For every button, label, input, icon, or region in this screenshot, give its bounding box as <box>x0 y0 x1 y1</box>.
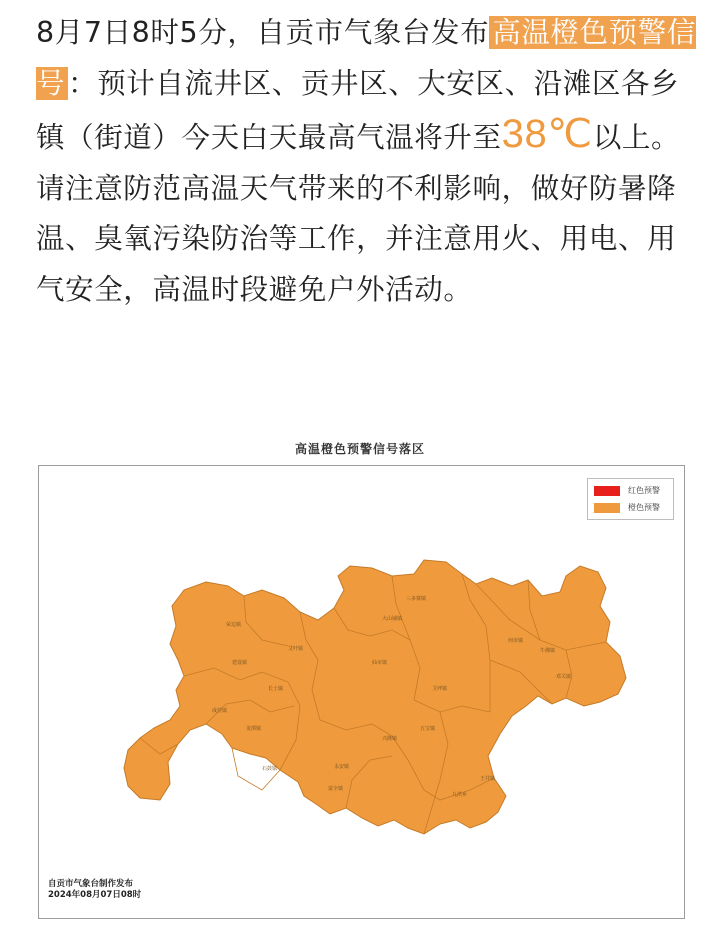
legend-label-orange: 橙色预警 <box>628 503 660 512</box>
place-label: 兴隆镇 <box>382 736 398 742</box>
place-label: 仙市镇 <box>372 660 388 666</box>
legend-label-red: 红色预警 <box>628 486 660 495</box>
temperature-value: 38℃ <box>501 112 593 156</box>
place-label: 王井镇 <box>480 776 496 782</box>
article-part2: ：预计自流井区、贡井区、大安区、沿滩区各乡镇（街道）今天白天最高气温将升至 <box>36 66 680 154</box>
place-label: 大山铺镇 <box>382 616 403 622</box>
place-label: 邓关镇 <box>556 674 572 680</box>
orange-warning-area <box>124 560 626 834</box>
place-label: 龙潭镇 <box>246 726 262 732</box>
warning-highlight: 高温橙色预警信号 <box>36 16 696 100</box>
place-label: 石鼓镇 <box>262 766 278 772</box>
place-label: 艾叶镇 <box>288 646 304 652</box>
legend-swatch-orange <box>594 503 620 513</box>
place-label: 九洪乡 <box>452 792 468 798</box>
zigong-region-outline <box>124 560 626 834</box>
place-label: 五宝镇 <box>420 726 436 732</box>
place-label: 长土镇 <box>268 686 284 692</box>
place-label: 富全镇 <box>328 786 344 792</box>
map-title: 高温橙色预警信号落区 <box>294 442 425 456</box>
legend-swatch-red <box>594 486 620 496</box>
article-part1: 8月7日8时5分，自贡市气象台发布 <box>36 16 490 49</box>
map-legend <box>587 478 674 520</box>
place-label: 永安镇 <box>334 764 350 770</box>
place-label: 建设镇 <box>232 660 248 666</box>
map-footer <box>48 879 141 901</box>
place-label: 卫坪镇 <box>432 686 448 692</box>
article-part3: 以上。请注意防范高温天气带来的不利影响，做好防暑降温、臭氧污染防治等工作，并注意用火、用电、用气安全，高温时段避免户外活动。 <box>36 121 681 306</box>
footer-timestamp: 2024年08月07日08时 <box>48 890 142 900</box>
place-label: 三多寨镇 <box>406 596 427 602</box>
place-label: 牛佛镇 <box>540 648 556 654</box>
footer-publisher: 自贡市气象台制作发布 <box>48 879 134 889</box>
place-label: 何市镇 <box>508 638 524 644</box>
place-label: 成佳镇 <box>212 708 228 714</box>
place-label: 荣边镇 <box>226 622 242 628</box>
